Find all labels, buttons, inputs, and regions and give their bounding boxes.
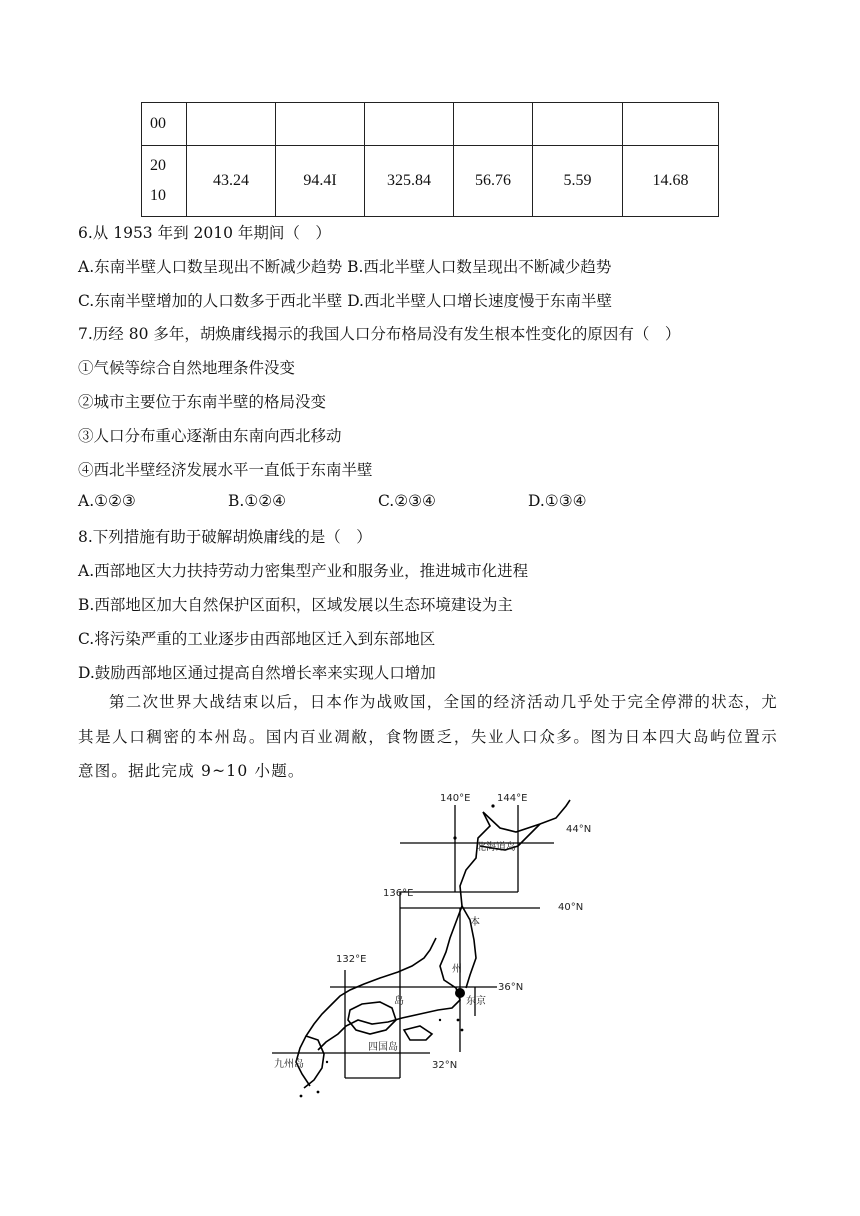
q8-option-b: B.西部地区加大自然保护区面积，区域发展以生态环境建设为主: [78, 596, 513, 614]
year-cell: 00: [142, 103, 187, 146]
table-row: [142, 103, 719, 146]
island-dot: [461, 1029, 464, 1032]
q8-option-d: D.鼓励西部地区通过提高自然增长率来实现人口增加: [78, 664, 436, 682]
hokkaido-label: 北海道岛: [476, 842, 516, 853]
q7-item-4: ④西北半壁经济发展水平一直低于东南半壁: [78, 461, 373, 479]
q7-option-b: B.①②④: [228, 492, 287, 510]
q7-item-1: ①气候等综合自然地理条件没变: [78, 359, 296, 377]
table-cell: [454, 103, 533, 146]
table-row: [142, 146, 719, 217]
q6-option-d: D.西北半壁人口增长速度慢于东南半壁: [347, 292, 612, 310]
q7-stem: 7.历经 80 多年，胡焕庸线揭示的我国人口分布格局没有发生根本性变化的原因有（ ）: [78, 325, 681, 343]
tokyo-marker: [455, 988, 465, 998]
q6-options-cd: [78, 289, 612, 311]
q7-option-c: C.②③④: [378, 492, 436, 510]
q8-option-c: C.将污染严重的工业逐步由西部地区迁入到东部地区: [78, 630, 436, 648]
island-dot: [300, 1095, 303, 1098]
table-cell: 325.84: [365, 146, 454, 217]
lat-label: 36°N: [498, 982, 524, 993]
lat-label: 44°N: [566, 824, 592, 835]
q7-item-3: ③人口分布重心逐渐由东南向西北移动: [78, 427, 342, 445]
table-cell: [365, 103, 454, 146]
year-cell: 20 10: [142, 146, 187, 217]
q8-option-a: A.西部地区大力扶持劳动力密集型产业和服务业，推进城市化进程: [78, 562, 529, 580]
passage: 第二次世界大战结束以后，日本作为战败国，全国的经济活动几乎处于完全停滞的状态，尤其是人口稠密的本州岛。国内百业凋敝，食物匮乏，失业人口众多。图为日本四大岛屿位置示意图。据此完成 9~10 小题。: [78, 693, 778, 780]
q6-option-a: A.东南半壁人口数呈现出不断减少趋势: [78, 258, 343, 276]
lat-label: 40°N: [558, 902, 584, 913]
table-cell: 5.59: [533, 146, 623, 217]
lon-label: 144°E: [497, 793, 528, 804]
table-cell: [276, 103, 365, 146]
population-table: [141, 102, 719, 217]
q7-option-a: A.①②③: [78, 492, 136, 510]
island-dot: [453, 836, 456, 839]
table-cell: [533, 103, 623, 146]
island-dot: [317, 1091, 320, 1094]
japan-islands-map: [255, 780, 592, 1105]
table-cell: 43.24: [187, 146, 276, 217]
table-cell: [623, 103, 719, 146]
q6-option-c: C.东南半壁增加的人口数多于西北半壁: [78, 292, 343, 310]
q6-options-ab: [78, 255, 611, 277]
honshu-label: 岛: [394, 996, 404, 1007]
place-labels: [274, 840, 516, 1070]
table-cell: 94.4I: [276, 146, 365, 217]
lat-label: 32°N: [432, 1060, 458, 1071]
lon-label: 132°E: [336, 954, 367, 965]
island-dot: [457, 1019, 460, 1022]
table-cell: 14.68: [623, 146, 719, 217]
honshu-label: 州: [452, 964, 462, 975]
table-cell: 56.76: [454, 146, 533, 217]
table-cell: [187, 103, 276, 146]
kyushu-label: 九州岛: [274, 1059, 304, 1070]
lon-label: 136°E: [383, 888, 414, 899]
q8-stem: 8.下列措施有助于破解胡焕庸线的是（ ）: [78, 528, 372, 546]
tokyo-label: 东京: [466, 996, 486, 1007]
shikoku-label: 四国岛: [368, 1042, 398, 1053]
island-dot: [491, 804, 494, 807]
coordinate-labels: [336, 793, 591, 1071]
island-dot: [326, 1061, 328, 1063]
honshu-label: 本: [470, 917, 480, 928]
q6-stem: 6.从 1953 年到 2010 年期间（ ）: [78, 224, 331, 242]
lon-label: 140°E: [440, 793, 471, 804]
q7-option-d: D.①③④: [528, 492, 587, 510]
q7-item-2: ②城市主要位于东南半壁的格局没变: [78, 393, 327, 411]
q6-option-b: B.西北半壁人口数呈现出不断减少趋势: [347, 258, 612, 276]
island-dot: [439, 1019, 441, 1021]
